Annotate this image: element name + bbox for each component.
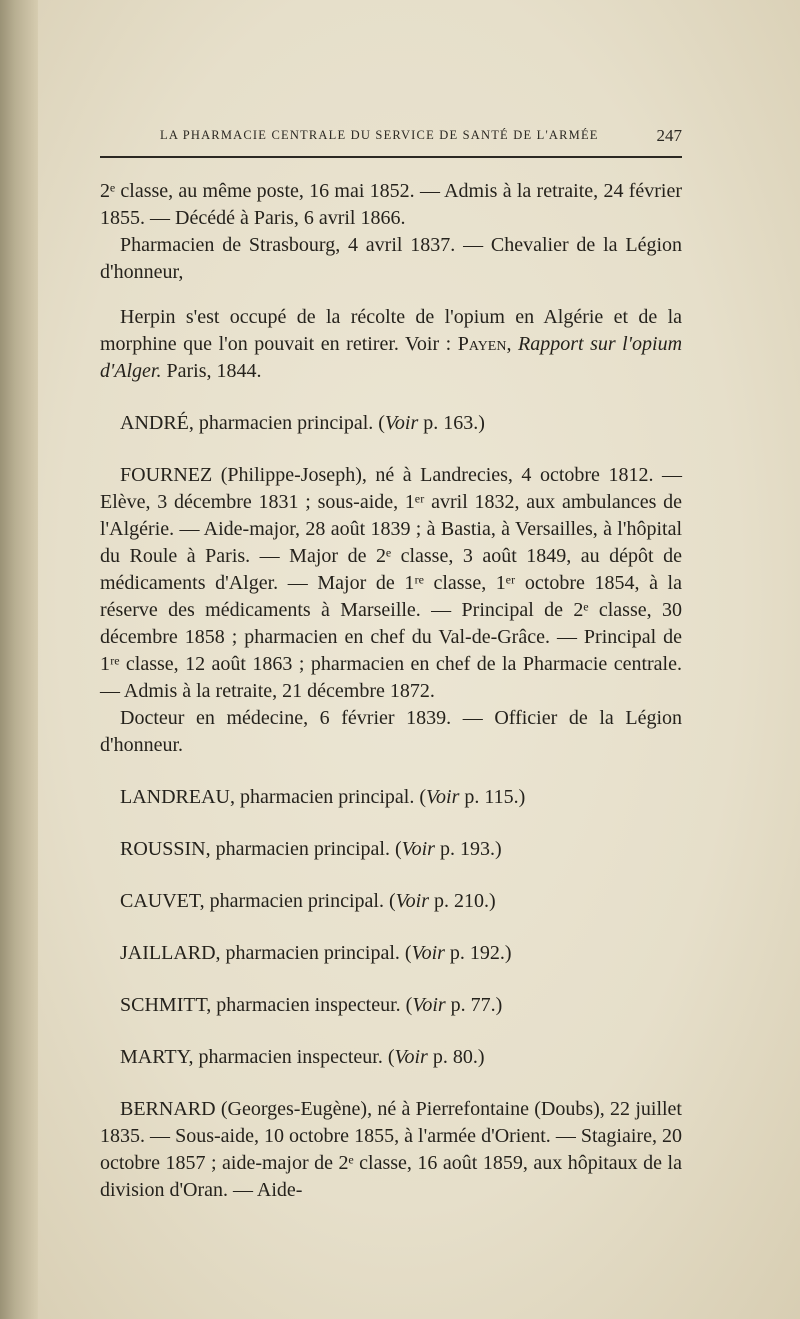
entry-schmitt-ref: p. 77.)	[450, 994, 503, 1016]
author-payen: Payen,	[457, 333, 512, 355]
entry-landreau-ref: p. 115.)	[464, 786, 526, 808]
entry-jaillard-voir: Voir	[411, 942, 445, 964]
work-title: Rapport sur l'opium d'Alger.	[100, 333, 683, 382]
paragraph-herpin-career: 2ᵉ classe, au même poste, 16 mai 1852. — Admis à la retraite, 24 février 1855. — Décédé à Paris, 6 avril 1866.	[100, 180, 682, 229]
entry-andre	[100, 410, 682, 437]
paragraph-herpin-opium	[100, 304, 682, 385]
entry-cauvet-text: CAUVET, pharmacien principal. (	[120, 890, 396, 912]
book-spine-shadow	[0, 0, 38, 1319]
paragraph-herpin-honours: Pharmacien de Strasbourg, 4 avril 1837. — Chevalier de la Légion d'honneur,	[100, 234, 682, 283]
body-text	[100, 178, 682, 1204]
header-title: LA PHARMACIE CENTRALE DU SERVICE DE SANTÉ DE L'ARMÉE	[160, 128, 599, 142]
entry-andre-voir: Voir	[384, 412, 419, 434]
entry-marty-text: MARTY, pharmacien inspecteur. (	[120, 1046, 395, 1068]
entry-bernard: BERNARD (Georges-Eugène), né à Pierrefontaine (Doubs), 22 juillet 1835. — Sous-aide, 10 octobre 1855, à l'armée d'Orient. — Stagiaire, 20 octobre 1857 ; aide-major de 2ᵉ classe, 16 août 1859, aux hôpitaux de la division d'Oran. — Aide-	[100, 1098, 682, 1201]
entry-marty-voir: Voir	[394, 1046, 428, 1068]
entry-fournez: FOURNEZ (Philippe-Joseph), né à Landrecies, 4 octobre 1812. — Elève, 3 décembre 1831 ; sous-aide, 1ᵉʳ avril 1832, aux ambulances de l'Algérie. — Aide-major, 28 août 1839 ; à Bastia, à Versailles, à l'hôpital du Roule à Paris. — Major de 2ᵉ classe, 3 août 1849, au dépôt de médicaments d'Alger. — Major de 1ʳᵉ classe, 1ᵉʳ octobre 1854, à la réserve des médicaments à Marseille. — Principal de 2ᵉ classe, 30 décembre 1858 ; pharmacien en chef du Val-de-Grâce. — Principal de 1ʳᵉ classe, 12 août 1863 ; pharmacien en chef de la Pharmacie centrale. — Admis à la retraite, 21 décembre 1872.	[100, 464, 682, 702]
entry-cauvet-ref: p. 210.)	[434, 890, 496, 912]
entry-landreau-text: LANDREAU, pharmacien principal. (	[120, 786, 427, 808]
entry-fournez-honours: Docteur en médecine, 6 février 1839. — Officier de la Légion d'honneur.	[100, 707, 682, 756]
entry-jaillard	[100, 940, 682, 967]
entry-schmitt-text: SCHMITT, pharmacien inspecteur. (	[120, 994, 413, 1016]
entry-jaillard-ref: p. 192.)	[449, 942, 512, 964]
entry-roussin-text: ROUSSIN, pharmacien principal. (	[120, 838, 402, 860]
entry-cauvet-voir: Voir	[395, 890, 429, 912]
header-rule	[100, 156, 682, 158]
entry-schmitt	[100, 992, 682, 1019]
running-header	[100, 126, 682, 148]
entry-schmitt-voir: Voir	[412, 994, 446, 1016]
entry-jaillard-text: JAILLARD, pharmacien principal. (	[120, 942, 412, 964]
herpin-opium-text: Herpin s'est occupé de la récolte de l'opium en Algérie et de la morphine que l'on pouvait en retirer. Voir :	[100, 306, 682, 355]
entry-landreau	[100, 784, 682, 811]
entry-marty-ref: p. 80.)	[432, 1046, 485, 1068]
entry-cauvet	[100, 888, 682, 915]
entry-andre-text: ANDRÉ, pharmacien principal. (	[120, 412, 385, 434]
page-number: 247	[656, 126, 682, 145]
entry-andre-ref: p. 163.)	[423, 412, 485, 434]
entry-marty	[100, 1044, 682, 1071]
entry-roussin-voir: Voir	[401, 838, 435, 860]
entry-landreau-voir: Voir	[426, 786, 460, 808]
entry-roussin	[100, 836, 682, 863]
entry-roussin-ref: p. 193.)	[439, 838, 502, 860]
work-place-year: Paris, 1844.	[166, 360, 262, 382]
